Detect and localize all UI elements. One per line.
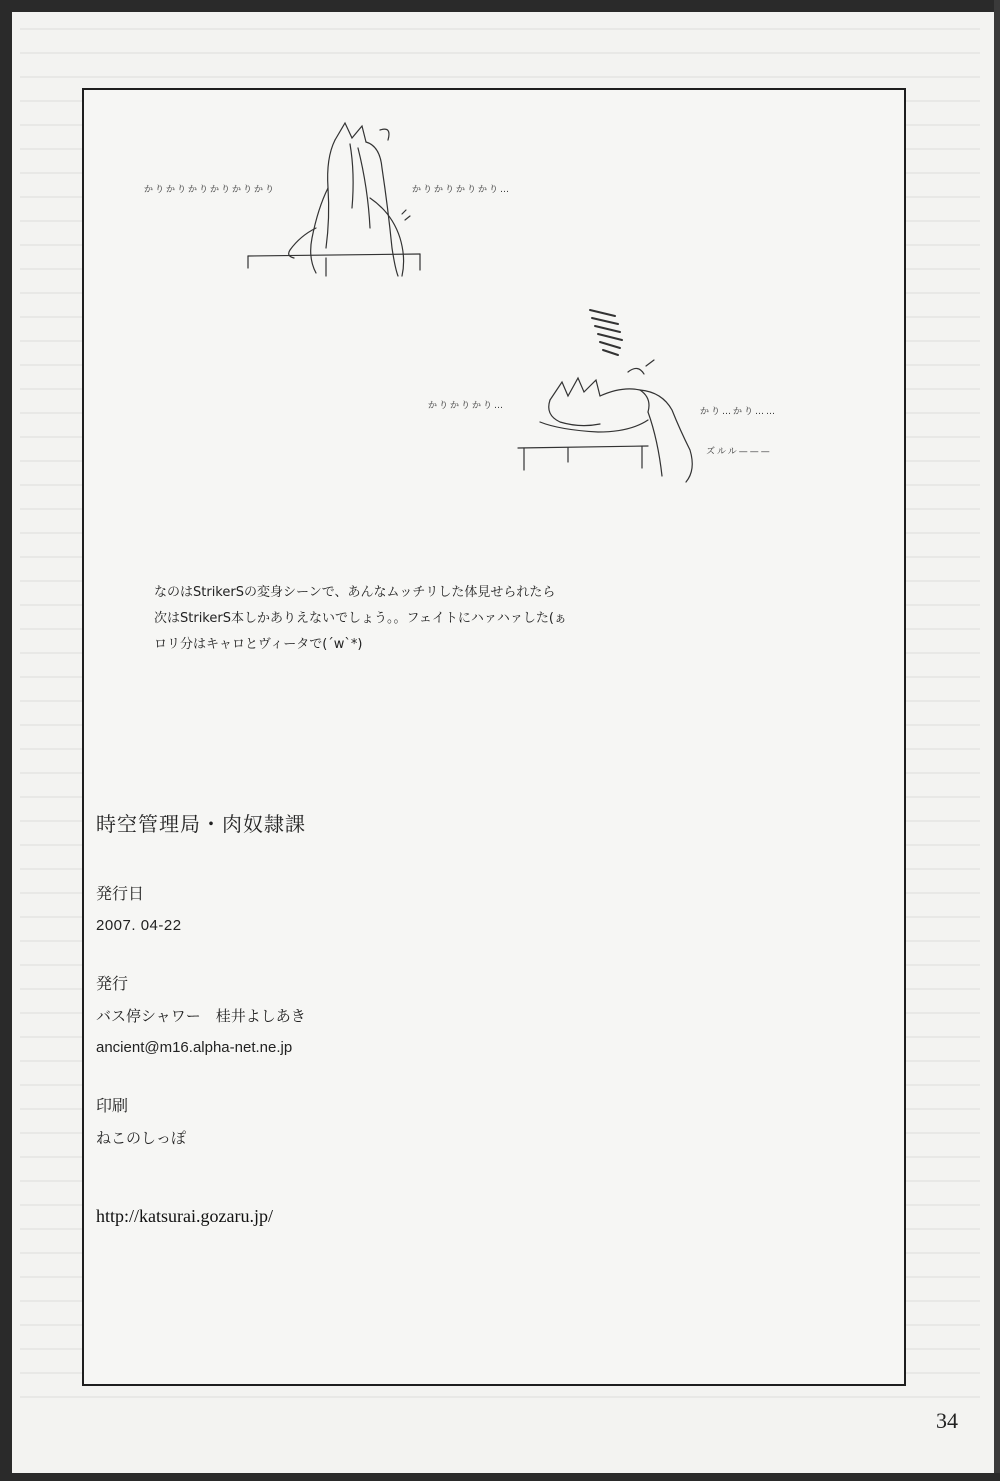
printer-value: ねこのしっぽ: [96, 1129, 187, 1147]
page-number: 34: [936, 1408, 958, 1433]
sfx-scribble-right: かりかりかりかり…: [412, 185, 512, 195]
publish-date-label: 発行日: [96, 884, 145, 903]
scan-edge-right: [994, 0, 1000, 1481]
author-comment: [154, 580, 714, 658]
publisher-value: バス停シャワー 桂井よしあき: [96, 1007, 306, 1025]
comment-line: ロリ分はキャロとヴィータで(´w`*): [154, 637, 363, 652]
scan-edge-left: [0, 0, 12, 1481]
publisher-label: 発行: [96, 974, 129, 993]
sketch-character-writing: [130, 118, 550, 288]
comment-line: なのはStrikerSの変身シーンで、あんなムッチリした体見せられたら: [154, 585, 556, 600]
scan-edge-bottom: [0, 1473, 1000, 1481]
website-url: http://katsurai.gozaru.jp/: [96, 1206, 273, 1226]
comment-line: 次はStrikerS本しかありえないでしょう。。フェイトにハァハァした(ぁ: [154, 611, 567, 626]
sfx-drool: ズルル———: [706, 447, 772, 457]
printer-label: 印刷: [96, 1096, 129, 1115]
scan-edge-top: [0, 0, 1000, 12]
sfx-scribble-left: かりかりかりかりかりかり: [144, 185, 277, 195]
contact-email: ancient@m16.alpha-net.ne.jp: [96, 1039, 293, 1056]
sfx-scribble-slow: かりかりかり…: [428, 401, 506, 411]
colophon: [96, 808, 596, 1230]
book-title: 時空管理局・肉奴隷課: [96, 812, 306, 836]
sfx-scribble-fading: かり…かり……: [700, 407, 778, 417]
publish-date-value: 2007. 04-22: [96, 917, 182, 934]
